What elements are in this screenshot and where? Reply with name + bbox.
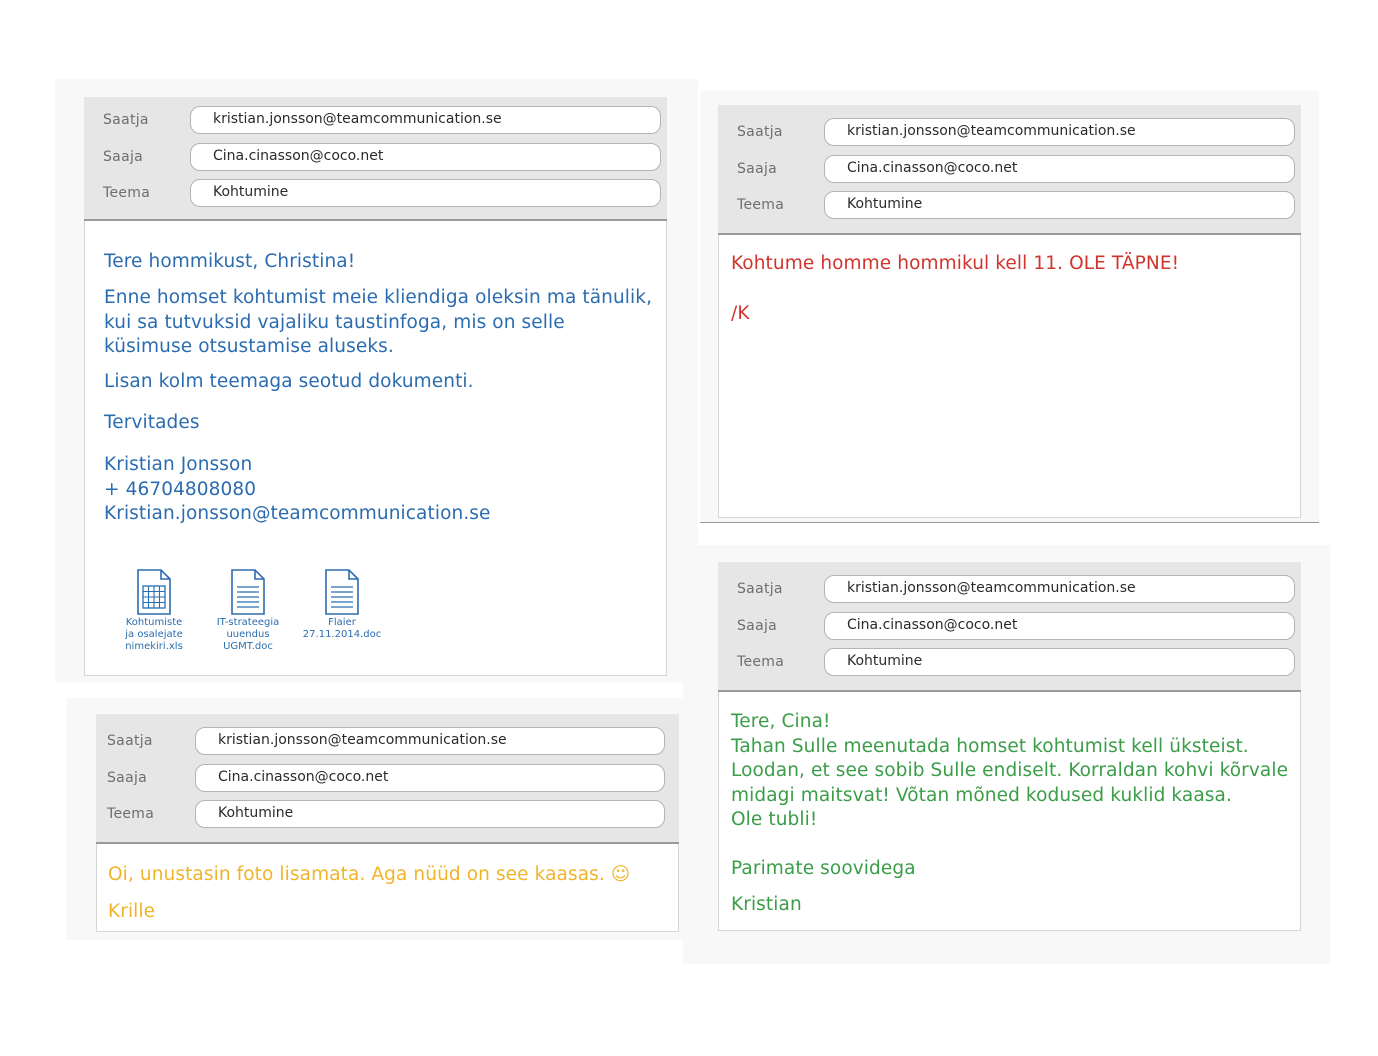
to-field[interactable]: Cina.cinasson@coco.net [824,155,1295,183]
subject-field[interactable]: Kohtumine [824,648,1295,676]
email-red [718,105,1301,518]
subject-field[interactable]: Kohtumine [195,800,665,828]
paragraph-line: Enne homset kohtumist meie kliendiga oleksin ma tänulik, [104,287,653,308]
to-field[interactable]: Cina.cinasson@coco.net [195,764,665,792]
from-label: Saatja [103,112,149,128]
message-line: Oi, unustasin foto lisamata. Aga nüüd on see kaasas. ☺ [108,864,631,885]
attachment-label: IT-strateegia uuendus UGMT.doc [216,617,280,652]
signature-email[interactable]: Kristian.jonsson@teamcommunication.se [104,503,491,524]
document-icon [230,569,266,615]
to-row [718,154,1301,191]
spreadsheet-icon [136,569,172,615]
to-row [84,142,667,179]
subject-row [718,647,1301,684]
message-paragraph [731,710,1288,833]
email-body[interactable] [84,221,667,676]
from-row [718,574,1301,611]
email-header [84,97,667,221]
subject-field[interactable]: Kohtumine [824,191,1295,219]
message-line: Kohtume homme hommikul kell 11. OLE TÄPNE! [731,253,1180,274]
message-line: Tahan Sulle meenutada homset kohtumist kell üksteist. [731,735,1249,757]
paragraph-line: küsimuse otsustamise aluseks. [104,336,394,357]
email-body[interactable] [718,692,1301,931]
to-field[interactable]: Cina.cinasson@coco.net [824,612,1295,640]
signature: /K [731,303,750,324]
separator-line [700,522,1319,523]
from-label: Saatja [107,733,153,749]
subject-row [84,178,667,215]
from-row [718,117,1301,154]
email-green [718,562,1301,931]
signature-name: Kristian Jonsson [104,454,253,475]
attachment-doc-strategy[interactable] [204,569,292,653]
document-icon [324,569,360,615]
to-label: Saaja [737,160,778,177]
attachment-label: Flaier 27.11.2014.doc [302,617,382,640]
subject-row [718,190,1301,227]
closing: Parimate soovidega [731,858,916,879]
signature: Krille [108,901,156,922]
signature: Kristian [731,894,802,915]
from-row [96,726,679,763]
subject-label: Teema [737,197,785,213]
paragraph-line: kui sa tutvuksid vajaliku taustinfoga, mis on selle [104,311,565,333]
from-field[interactable]: kristian.jonsson@teamcommunication.se [824,575,1295,603]
message-line: Loodan, et see sobib Sulle endiselt. Korraldan kohvi kõrvale [731,760,1289,781]
email-header [718,562,1301,692]
subject-label: Teema [107,806,155,822]
to-label: Saaja [103,148,144,165]
paragraph-2: Lisan kolm teemaga seotud dokumenti. [104,371,474,392]
signature-phone: + 46704808080 [104,478,257,500]
subject-row [96,799,679,836]
subject-label: Teema [737,654,785,670]
email-body[interactable] [718,235,1301,518]
email-body[interactable] [96,844,679,932]
from-field[interactable]: kristian.jonsson@teamcommunication.se [190,106,661,134]
message-line: Tere, Cina! [731,711,831,732]
message-line: midagi maitsvat! Võtan mõned kodused kuklid kaasa. [731,784,1232,806]
email-orange [96,714,679,932]
greeting: Tere hommikust, Christina! [104,251,356,272]
email-header [96,714,679,844]
message-line: Ole tubli! [731,809,818,830]
paragraph-1 [104,286,652,360]
from-label: Saatja [737,581,783,597]
attachment-doc-flaier[interactable] [298,569,386,641]
from-row [84,105,667,142]
attachment-xls[interactable] [110,569,198,653]
to-label: Saaja [107,769,148,786]
email-blue [84,97,667,676]
email-header [718,105,1301,235]
to-field[interactable]: Cina.cinasson@coco.net [190,143,661,171]
from-field[interactable]: kristian.jonsson@teamcommunication.se [824,118,1295,146]
signature [104,453,491,527]
closing: Tervitades [104,412,200,433]
from-label: Saatja [737,124,783,140]
attachment-label: Kohtumiste ja osalejate nimekiri.xls [125,617,183,652]
from-field[interactable]: kristian.jonsson@teamcommunication.se [195,727,665,755]
subject-label: Teema [103,185,151,201]
to-label: Saaja [737,617,778,634]
subject-field[interactable]: Kohtumine [190,179,661,207]
to-row [718,611,1301,648]
to-row [96,763,679,800]
